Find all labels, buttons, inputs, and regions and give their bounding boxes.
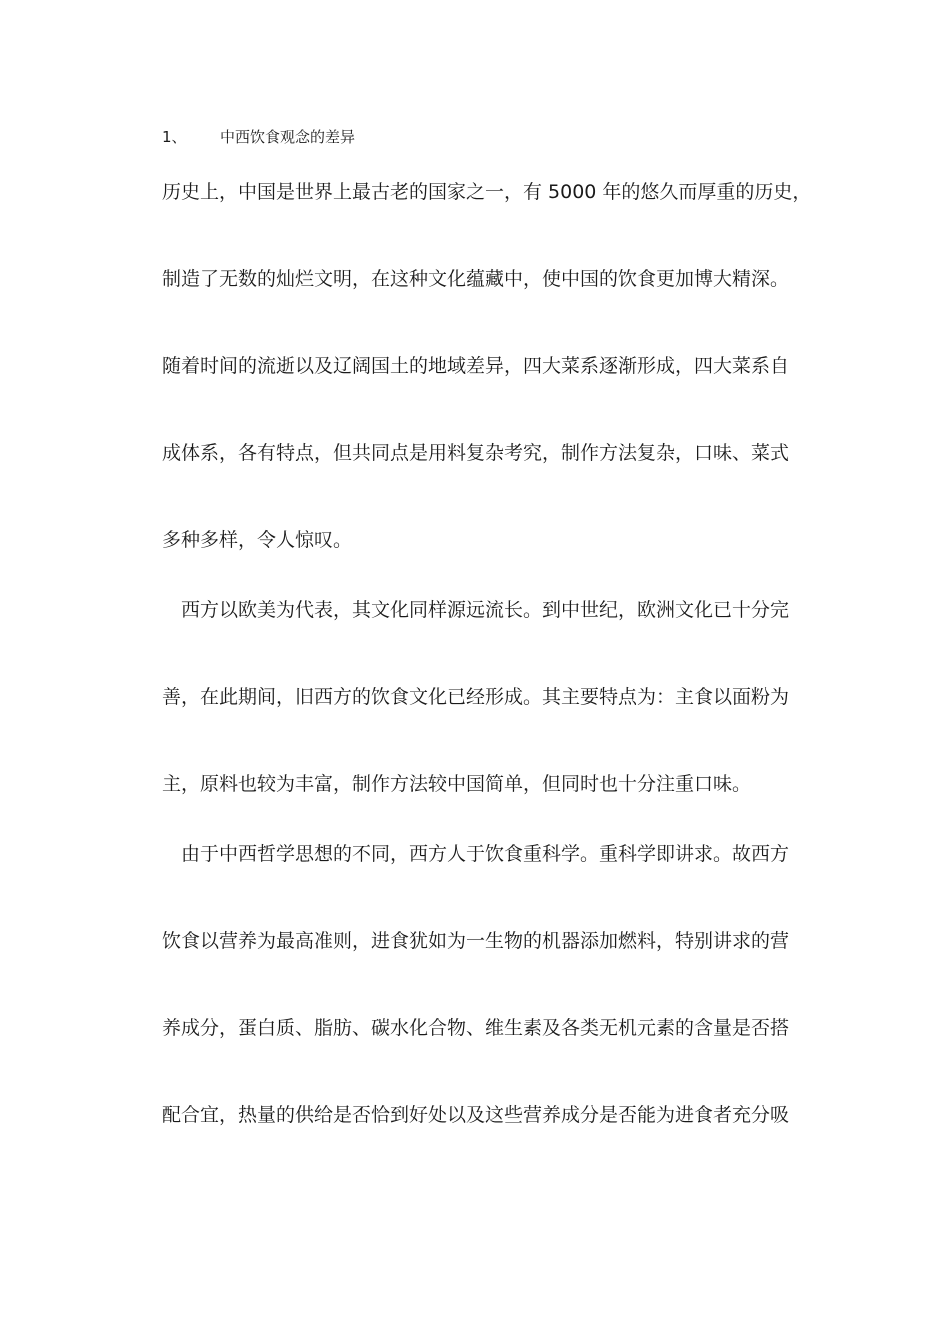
paragraph-1-line-4: 成体系，各有特点，但共同点是用料复杂考究，制作方法复杂，口味、菜式 xyxy=(162,442,790,464)
section-number: 1、 xyxy=(162,128,187,146)
paragraph-1-line-1: 历史上，中国是世界上最古老的国家之一，有 5000 年的悠久而厚重的历史， xyxy=(162,181,812,203)
paragraph-2-line-3: 主，原料也较为丰富，制作方法较中国简单，但同时也十分注重口味。 xyxy=(162,773,752,795)
section-title: 中西饮食观念的差异 xyxy=(220,128,356,146)
paragraph-2-line-2: 善，在此期间，旧西方的饮食文化已经形成。其主要特点为：主食以面粉为 xyxy=(162,686,790,708)
paragraph-3-line-1: 由于中西哲学思想的不同，西方人于饮食重科学。重科学即讲求。故西方 xyxy=(181,843,790,865)
paragraph-1-line-3: 随着时间的流逝以及辽阔国土的地域差异，四大菜系逐渐形成，四大菜系自 xyxy=(162,355,790,377)
paragraph-3-line-2: 饮食以营养为最高准则，进食犹如为一生物的机器添加燃料，特别讲求的营 xyxy=(162,930,790,952)
paragraph-2-line-1: 西方以欧美为代表，其文化同样源远流长。到中世纪，欧洲文化已十分完 xyxy=(181,599,790,621)
paragraph-1-line-5: 多种多样，令人惊叹。 xyxy=(162,529,353,551)
paragraph-3-line-3: 养成分，蛋白质、脂肪、碳水化合物、维生素及各类无机元素的含量是否搭 xyxy=(162,1017,790,1039)
paragraph-1-line-2: 制造了无数的灿烂文明，在这种文化蕴藏中，使中国的饮食更加博大精深。 xyxy=(162,268,790,290)
section-heading xyxy=(162,126,355,148)
paragraph-3-line-4: 配合宜，热量的供给是否恰到好处以及这些营养成分是否能为进食者充分吸 xyxy=(162,1104,790,1126)
